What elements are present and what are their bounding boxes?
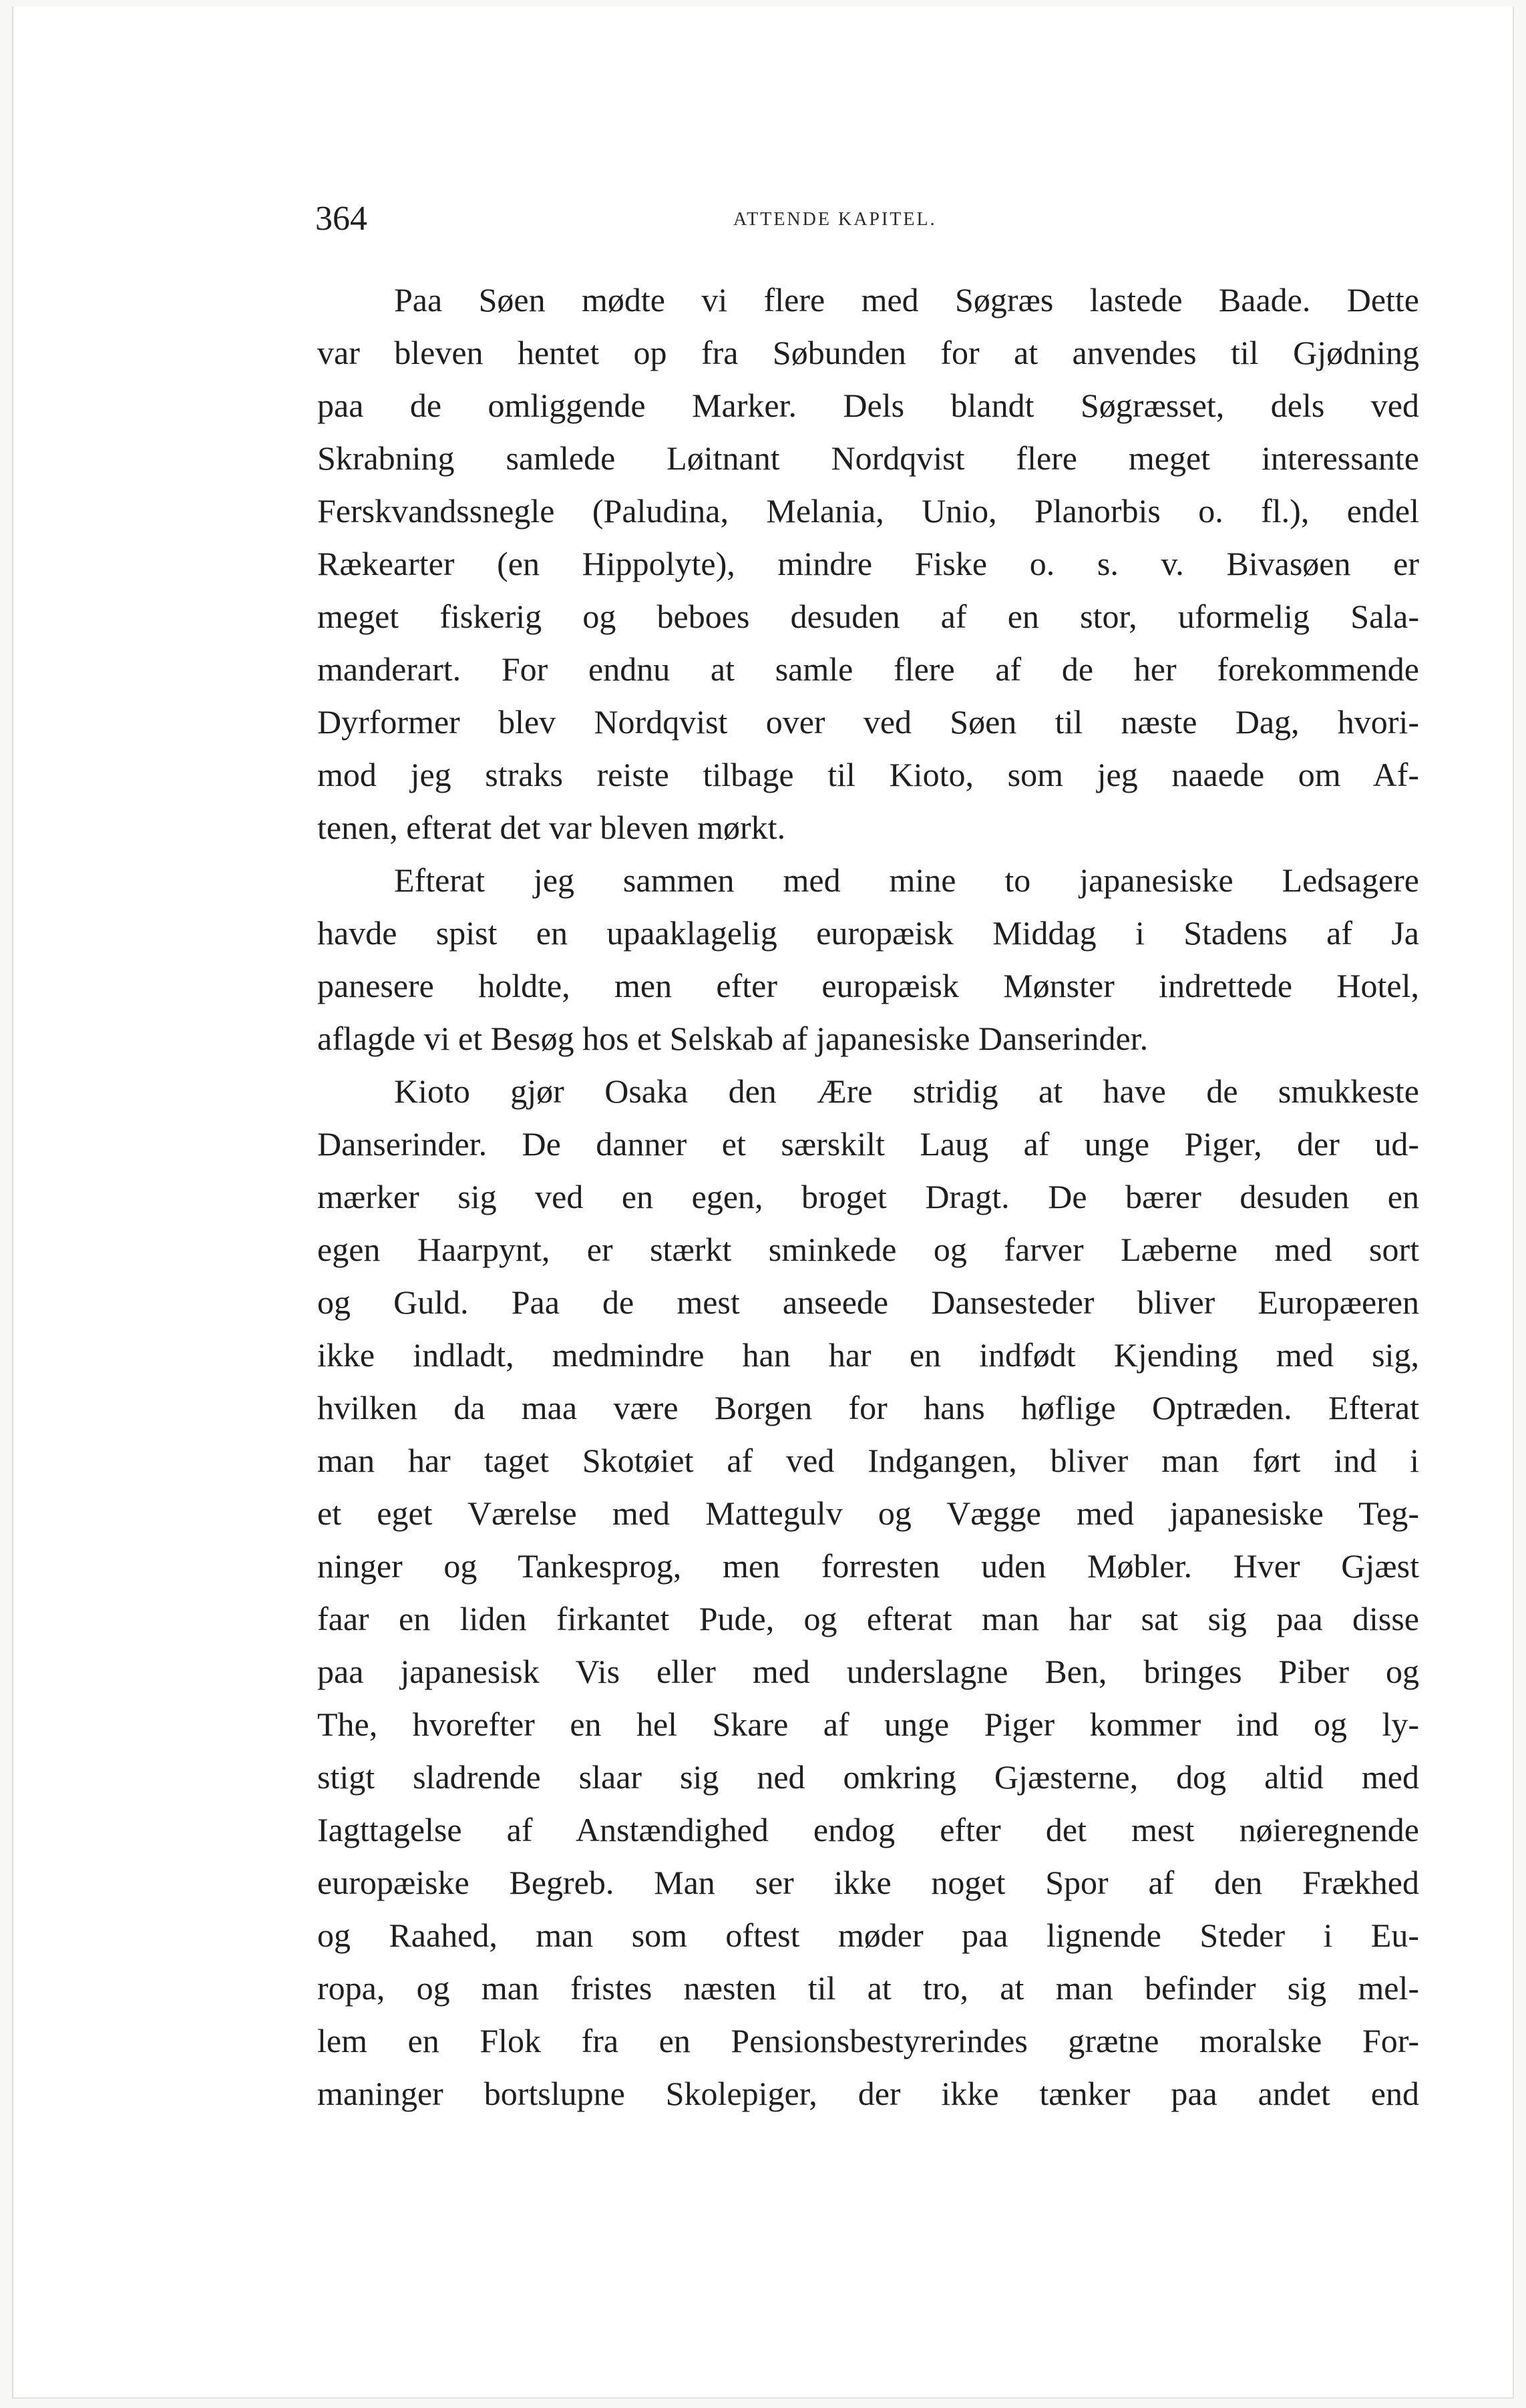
text-line: tenen, efterat det var bleven mørkt. [317,809,786,846]
text-line: hvilken da maa være Borgen for hans høflige Optræden. Efterat [317,1389,1419,1426]
text-line: stigt sladrende slaar sig ned omkring Gjæsterne, dog altid med [317,1758,1419,1796]
text-line: havde spist en upaaklagelig europæisk Middag i Stadens af Ja [317,914,1419,952]
text-line: Ferskvandssnegle (Paludina, Melania, Unio, Planorbis o. fl.), endel [317,492,1419,530]
text-line: mærker sig ved en egen, broget Dragt. De bærer desuden en [317,1178,1419,1215]
running-title: ATTENDE KAPITEL. [733,209,937,230]
text-line: Efterat jeg sammen med mine to japanesiske Ledsagere [394,861,1419,899]
text-line: aflagde vi et Besøg hos et Selskab af japanesiske Danserinder. [317,1020,1149,1057]
text-line: ninger og Tankesprog, men forresten uden Møbler. Hver Gjæst [317,1547,1419,1585]
text-line: lem en Flok fra en Pensionsbestyrerindes grætne moralske For- [317,2022,1419,2059]
text-line: Dyrformer blev Nordqvist over ved Søen til næste Dag, hvori- [317,703,1419,741]
paragraph-2 [317,854,1419,1065]
text-line: mod jeg straks reiste tilbage til Kioto, som jeg naaede om Af- [317,756,1419,793]
text-line: ropa, og man fristes næsten til at tro, at man befinder sig mel- [317,1969,1419,2007]
text-line: The, hvorefter en hel Skare af unge Piger kommer ind og ly- [317,1705,1419,1743]
paragraph-3 [317,1065,1419,2120]
text-line: meget fiskerig og beboes desuden af en stor, uformelig Sala- [317,598,1419,635]
text-line: europæiske Begreb. Man ser ikke noget Spor af den Frækhed [317,1864,1419,1901]
text-line: Skrabning samlede Løitnant Nordqvist flere meget interessante [317,439,1419,477]
text-line: Iagttagelse af Anstændighed endog efter det mest nøieregnende [317,1811,1419,1848]
text-line: var bleven hentet op fra Søbunden for at anvendes til Gjødning [317,334,1419,371]
text-line: paa japanesisk Vis eller med underslagne Ben, bringes Piber og [317,1653,1419,1690]
page-number: 364 [315,200,367,238]
text-line: og Guld. Paa de mest anseede Dansesteder bliver Europæeren [317,1283,1419,1321]
book-page [12,7,1514,2399]
text-line: paa de omliggende Marker. Dels blandt Søgræsset, dels ved [317,387,1419,424]
text-line: panesere holdte, men efter europæisk Mønster indrettede Hotel, [317,967,1419,1004]
paragraph-1 [317,274,1419,854]
text-line: Paa Søen mødte vi flere med Søgræs lastede Baade. Dette [394,281,1419,319]
text-line: og Raahed, man som oftest møder paa lignende Steder i Eu- [317,1917,1419,1954]
text-line: maninger bortslupne Skolepiger, der ikke tænker paa andet end [317,2075,1419,2112]
text-line: egen Haarpynt, er stærkt sminkede og farver Læberne med sort [317,1231,1419,1268]
text-line: man har taget Skotøiet af ved Indgangen, bliver man ført ind i [317,1442,1419,1479]
text-line: Rækearter (en Hippolyte), mindre Fiske o. s. v. Bivasøen er [317,545,1419,582]
text-line: ikke indladt, medmindre han har en indfødt Kjending med sig, [317,1336,1419,1374]
text-line: faar en liden firkantet Pude, og efterat man har sat sig paa disse [317,1600,1419,1637]
text-line: Danserinder. De danner et særskilt Laug af unge Piger, der ud- [317,1125,1419,1163]
text-line: Kioto gjør Osaka den Ære stridig at have de smukkeste [394,1072,1419,1110]
body-text [317,274,1419,2120]
text-line: manderart. For endnu at samle flere af de her forekommende [317,650,1419,688]
text-line: et eget Værelse med Mattegulv og Vægge med japanesiske Teg- [317,1494,1419,1532]
